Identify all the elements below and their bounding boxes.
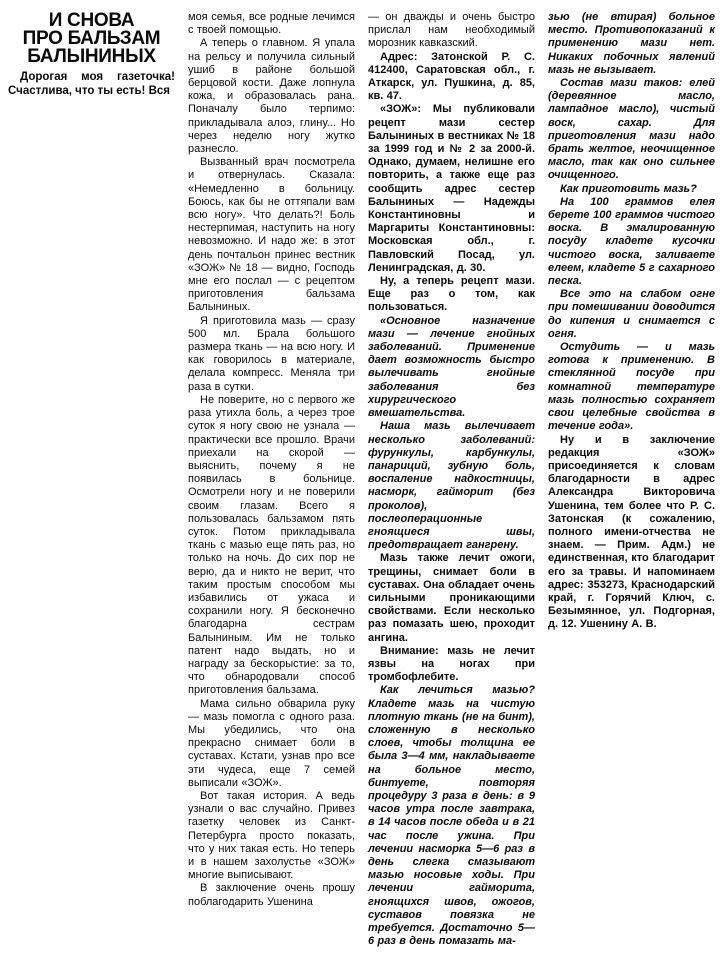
- paragraph-how-to-treat: Как лечиться мазью? Кладете мазь на чистую плотную ткань (не на бинт), сложенную в несколько слоев, чтобы толщина ее была 3—4 мм, накладываете на больное место, бинтуете, повторяя процедуру 3 раза в день: в 9 часов утра после завтрака, в 14 часов после обеда и в 21 час после ужина. При лечении насморка 5—6 раз в день слегка смазывают мазью носовые ходы. При лечении гайморита, гноящихся швов, ожогов, суставов повязка не требуется. Достаточно 5—6 раз в день помазать ма-: [368, 684, 535, 948]
- paragraph-recipe-intro: Ну, а теперь рецепт мази. Еще раз о том, как пользоваться.: [368, 275, 535, 314]
- column-4: [548, 11, 715, 969]
- paragraph-subscription-story: Вот такая история. А ведь узнали о вас случайно. Привез газетку человек из Санкт-Петербурга просто показать, что у них такая есть. Но теперь и в нашем захолустье «ЗОЖ» многие выписывают.: [188, 789, 355, 882]
- paragraph-thanks-ushenin: В заключение очень прошу поблагодарить Ушенина: [188, 882, 355, 908]
- title-line-1: И СНОВА: [48, 10, 135, 31]
- paragraph-treatment-continuation: зью (не втирая) больное место. Противопоказаний к применению мази нет. Никаких побочных явлений мазь не вызывает.: [548, 11, 715, 76]
- paragraph-diseases-list: Наша мазь вылечивает несколько заболеваний: фурункулы, карбункулы, панариций, зубную боль, воспаление надкостницы, насморк, гайморит (без проколов), послеоперационные гноящиеся швы, предотвращает гангрену.: [368, 420, 535, 552]
- paragraph-recovery: Не поверите, но с первого же раза утихла боль, а через трое суток я ногу свою не узнала — практически все прошло. Врачи приехали на скорой — выяснить, почему я не появилась в больнице. Осмотрели ногу и не поверили своим глазам. Всего я пользовалась бальзамом пять суток. Потом прикладывала ткань с мазью еще пять раз, но только на ночь. До сих пор не верю, да и никто не верит, что таким простым способом мы избавились от ужаса и сохранили ногу. Я бесконечно благодарна сестрам Балыниным. Им не только патент надо выдать, но и награду за бескорыстие: за то, что обнародовали способ приготовления бальзама.: [188, 393, 355, 697]
- lead-paragraph: Дорогая моя газеточка! Счастлива, что ты есть! Вся: [8, 71, 175, 97]
- column-1: [8, 11, 175, 969]
- paragraph-injury-story: А теперь о главном. Я упала на рельсу и получила сильный ушиб в районе большой берцовой кости. Даже лопнула кожа, и образовалась рана. Поначалу было терпимо: прикладывала алоэ, глину... Но через неделю ногу жутко разнесло.: [188, 37, 355, 156]
- paragraph-address-zatonskaya: Адрес: Затонской Р. С. 412400, Саратовская обл., г. Аткарск, ул. Пушкина, д. 85, кв. 47.: [368, 50, 535, 103]
- paragraph-made-ointment: Я приготовила мазь — сразу 500 мл. Брала большого размера ткань — на всю ногу. И как говорилось в материале, делала компресс. Меняла три раза в сутки.: [188, 314, 355, 393]
- paragraph-how-to-make-heading: Как приготовить мазь?: [560, 182, 697, 195]
- paragraph-family-continuation: моя семья, все родные лечимся с твоей помощью.: [188, 11, 355, 37]
- paragraph-warning: Внимание: мазь не лечит язвы на ногах при тромбофлебите.: [368, 644, 535, 684]
- paragraph-boiling: Все это на слабом огне при помешивании доводится до кипения и снимается с огня.: [548, 288, 715, 340]
- column-3: [368, 11, 535, 969]
- paragraph-also-heals: Мазь также лечит ожоги, трещины, снимает боли в суставах. Она обладает очень сильными проникающими свойствами. Если несколько раз помазать шею, проходит ангина.: [368, 552, 535, 644]
- column-2: [188, 11, 355, 969]
- paragraph-mother-burn: Мама сильно обварила руку — мазь помогла с одного раза. Мы убедились, что она прекрасно снимает боли в суставах. Кстати, узнав про все эти чудеса, еще 7 семей выписали «ЗОЖ».: [188, 697, 355, 789]
- paragraph-proportions: На 100 граммов елея берете 100 граммов чистого воска. В эмалированную посуду кладете кусочки чистого воска, заливаете елеем, кладете 5 г сахарного песка.: [548, 195, 715, 288]
- title-line-3: БАЛЫНИНЫХ: [27, 46, 156, 67]
- paragraph-ointment-purpose: «Основное назначение мази — лечение гнойных заболеваний. Применение дает возможность быстро вылечивать гнойные заболевания без хирургического вмешательства.: [368, 314, 535, 420]
- paragraph-storage: Остудить — и мазь готова к применению. В стеклянной посуде при комнатной температуре мазь полностью сохраняет свои целебные свойства в течение года».: [548, 341, 715, 433]
- paragraph-herb-sent: — он дважды и очень быстро прислал нам необходимый морозник кавказский.: [368, 11, 535, 50]
- paragraph-editorial-thanks: Ну и в заключение редакция «ЗОЖ» присоединяется к словам благодарности в адрес Александра Викторовича Ушенина, тем более что Р. С. Затонская (к сожалению, полного имени-отчества не знаем. — Прим. Адм.) не единственная, кто благодарит его за травы. И напоминаем адрес: 353273, Краснодарский край, г. Горячий Ключ, с. Безымянное, ул. Подгорная, д. 12. Ушенину А. В.: [548, 433, 715, 631]
- paragraph-editor-note: «ЗОЖ»: Мы публиковали рецепт мази сестер Балыниных в вестниках № 18 за 1999 год и № 2 за 2000-й. Однако, думаем, нелишне его повторить, а также еще раз сообщить адрес сестер Балыниных — Надежды Константиновны и Маргариты Константиновны: Московская обл., г. Павловский Посад, ул. Ленинградская, д. 30.: [368, 103, 535, 274]
- title-line-2: ПРО БАЛЬЗАМ: [22, 28, 161, 49]
- article-title: [8, 12, 175, 66]
- paragraph-composition: Состав мази таков: елей (деревянное масло, лампадное масло), чистый воск, сахар. Для приготовления мази надо брать желтое, неочищенное масло, так как оно сильнее очищенного.: [548, 77, 715, 182]
- paragraph-doctor-visit: Вызванный врач посмотрела и отвернулась. Сказала: «Немедленно в больницу. Боюсь, как бы не оттяпали вам всю ногу». Что делать?! Боль нестерпимая, наступить на ногу невозможно. И надо же: в этот день почтальон принес вестник «ЗОЖ» № 18 — видно, Господь мне его послал — с рецептом приготовления бальзама Балыниных.: [188, 156, 355, 314]
